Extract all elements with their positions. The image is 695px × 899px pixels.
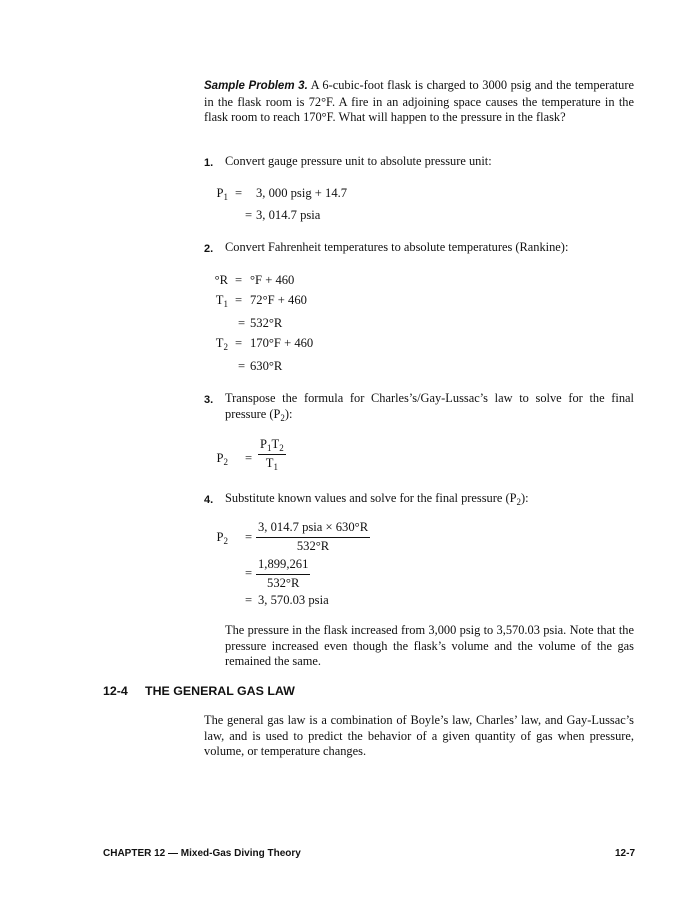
step-1-text: Convert gauge pressure unit to absolute pressure unit: — [225, 154, 492, 168]
sample-problem-text: A 6-cubic-foot flask is charged to 3000 psig and the temperature in the flask room is 72°F. A fire in an adjoining space causes the temperature in the flask room to reach 170°F. What will happen to the pressure in the flask? — [204, 78, 634, 125]
eq1-equals: = — [235, 186, 243, 200]
eq1-equals-2: = — [245, 208, 253, 222]
eq2-rankine-rhs: °F + 460 — [250, 273, 295, 287]
eq3-denominator: $T_1$ — [265, 455, 278, 472]
eq2-equals-5: = — [238, 359, 246, 373]
eq4-lhs: $P_2$ — [216, 530, 228, 546]
eq2-t2-rhs: 170°F + 460 — [250, 336, 314, 350]
eq2-t1-result: 532°R — [250, 316, 283, 330]
eq2-t2-lhs: $T_2$ — [215, 336, 228, 352]
eq4-fraction-1-denominator: 532°R — [296, 538, 330, 553]
eq2-t1-lhs: $T_1$ — [215, 293, 228, 309]
eq4-fraction-1-numerator: 3, 014.7 psia × 630°R — [256, 520, 370, 538]
eq3-equals: = — [245, 451, 253, 465]
equation-3 — [200, 437, 400, 477]
step-2-text: Convert Fahrenheit temperatures to absolute temperatures (Rankine): — [225, 240, 569, 254]
eq2-t1-rhs: 72°F + 460 — [250, 293, 307, 307]
eq2-equals-3: = — [238, 316, 246, 330]
section-title: THE GENERAL GAS LAW — [145, 684, 295, 698]
step-1-number: 1. — [204, 157, 214, 169]
sample-problem-label: Sample Problem 3. — [204, 80, 308, 92]
eq4-fraction-1 — [256, 520, 370, 554]
eq2-equals-4: = — [235, 336, 243, 350]
conclusion-paragraph: The pressure in the flask increased from 3,000 psig to 3,570.03 psia. Note that the pressure increased even though the flask’s volume and the volume of the gas remained the same. — [225, 623, 634, 669]
equation-2 — [200, 273, 500, 383]
step-2-number: 2. — [204, 243, 214, 255]
step-4-text: Substitute known values and solve for the final pressure $(P_2)$: — [225, 491, 529, 507]
eq4-equals-2: = — [245, 566, 253, 580]
step-4-number: 4. — [204, 494, 214, 506]
eq3-fraction — [258, 437, 286, 471]
footer-page-number: 12-7 — [614, 848, 635, 859]
eq3-numerator: $P_1T_2$ — [260, 437, 284, 453]
step-3-text: Transpose the formula for Charles’s/Gay-Lussac’s law to solve for the final pressure $(P_2)$: — [225, 391, 634, 423]
section-number: 12-4 — [103, 684, 128, 698]
eq4-equals-1: = — [245, 530, 253, 544]
equation-4 — [200, 520, 500, 610]
eq1-lhs: $P_1$ — [216, 186, 228, 202]
eq2-equals-2: = — [235, 293, 243, 307]
eq4-result: 3, 570.03 psia — [258, 593, 329, 607]
eq4-fraction-2-denominator: 532°R — [267, 575, 300, 590]
eq2-t2-result: 630°R — [250, 359, 283, 373]
eq2-equals-1: = — [235, 273, 243, 287]
step-3-number: 3. — [204, 394, 214, 406]
equation-1 — [200, 186, 500, 226]
eq2-rankine-lhs: °R — [214, 273, 228, 287]
eq4-equals-3: = — [245, 593, 253, 607]
eq3-lhs: $P_2$ — [216, 451, 228, 467]
eq4-fraction-2 — [256, 557, 310, 591]
sample-problem-paragraph — [204, 78, 634, 126]
eq1-line1: 3, 000 psig + 14.7 — [256, 186, 348, 200]
eq1-line2: 3, 014.7 psia — [256, 208, 321, 222]
section-body: The general gas law is a combination of Boyle’s law, Charles’ law, and Gay-Lussac’s law, and is used to predict the behavior of a given quantity of gas when pressure, volume, or temperature changes. — [204, 713, 634, 759]
eq4-fraction-2-numerator: 1,899,261 — [256, 557, 310, 575]
footer-chapter: CHAPTER 12 — Mixed-Gas Diving Theory — [103, 848, 301, 859]
